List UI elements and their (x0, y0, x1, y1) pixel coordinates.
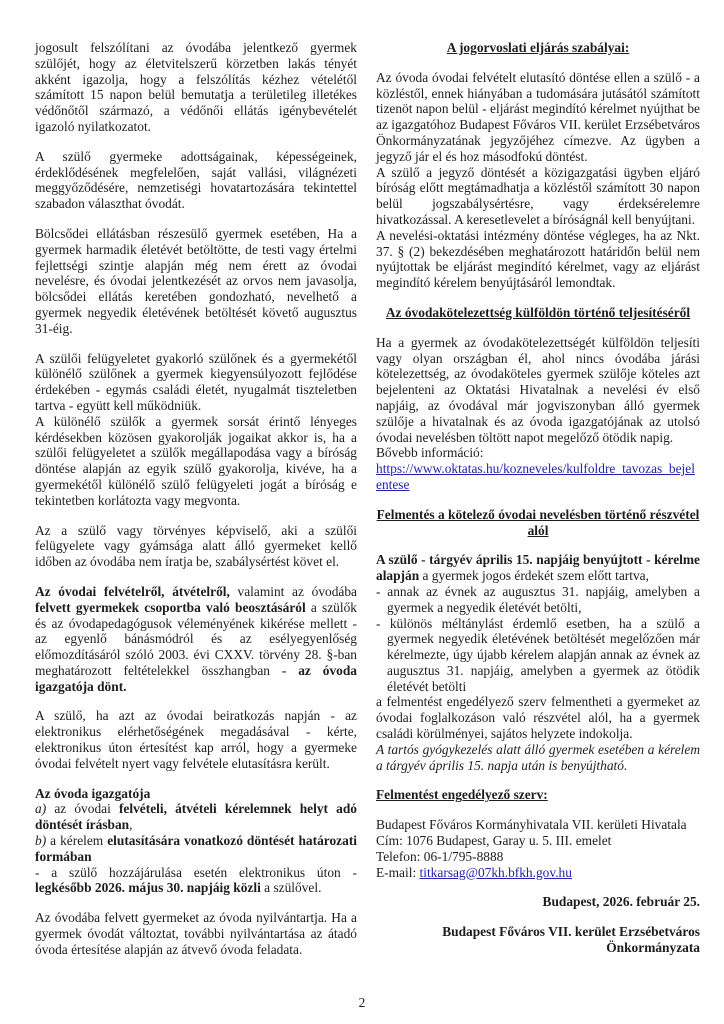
left-column (35, 40, 357, 972)
list-item-a (35, 801, 357, 833)
paragraph-final-decision: A nevelési-oktatási intézmény döntése végleges, ha az Nkt. 37. § (2) bekezdésében meghatározott határidőn belül nem nyújtottak be eljárást megindító kérelmet, vagy az eljárást megindító kérelem benyújtásáról lemondtak. (376, 227, 700, 291)
paragraph-court-challenge: A szülő a jegyző döntését a közigazgatási ügyben eljáró bíróság előtt megtámadhatja a közléstől számított 30 napon belül jogszabálysértésre, vagy érdeksérelemre hivatkozással. A keresetlevelet a bíróságnál kell benyújtani. (376, 164, 700, 227)
email-label: E-mail: (376, 864, 420, 880)
paragraph-residence-proof: jogosult felszólítani az óvodába jelentkező gyermek szülőjét, hogy az életvitelszerű körzetben lakás tényét akként igazolja, hogy a felszólítás kézhez vételétől számított 15 napon belül bemutatja a területileg illetékes védőnőtől származó, a védőnői ellátás igénybevételét igazoló nyilatkozatot. (35, 40, 357, 134)
italic-run: b) (35, 833, 47, 849)
two-column-layout (35, 40, 700, 972)
heading-exemption: Felmentés a kötelező óvodai nevelésben történő részvétel alól (376, 506, 700, 538)
text-run: a szülővel. (260, 880, 322, 896)
paragraph-electronic-notice: A szülő, ha azt az óvodai beiratkozás napján - az elektronikus elérhetőségének megadásával - kérte, elektronikus úton értesítést kap arról, hogy a gyermeke óvodai felvételt nyert vagy felvétele elutasításra került. (35, 708, 357, 771)
paragraph-enrollment-obligation: Az a szülő vagy törvényes képviselő, aki a szülői felügyelete vagy gyámsága alatt álló gyermeket kellő időben az óvodába nem íratja be, szabálysértést követ el. (35, 522, 357, 570)
signature-line-2: Önkormányzata (606, 940, 700, 956)
text-run: a gyermek jogos érdekét szem előtt tartva, (419, 568, 649, 584)
date-line: Budapest, 2026. február 25. (542, 894, 700, 910)
bold-run: legkésőbb 2026. május 30. napjáig közli (35, 880, 261, 896)
exemption-list-item-2: - különös méltánylást érdemlő esetben, ha a szülő a gyermek negyedik életévének betöltését megelőzően már kérelmezte, úgy újabb kérelem alapján annak az évnek az augusztus 31. napjáig, amelyben a gyermek az ötödik életévét betölti (376, 615, 700, 694)
paragraph-admission-decision (35, 584, 357, 695)
italic-run: a) (35, 801, 47, 817)
paragraph-parental-custody: A szülői felügyeletet gyakorló szülőnek és a gyermekétől különélő szülőnek a gyermek kiegyensúlyozott fejlődése érdekében - egymás családi életét, nyugalmát tiszteletben tartva - együtt kell működniük. (35, 350, 357, 413)
authority-email-line (376, 865, 700, 881)
paragraph-exemption-authority: a felmentést engedélyező szerv felmentheti a gyermeket az óvodai foglalkozáson való részvétel alól, ha a gyermek családi körülményei, sajátos helyzete indokolja. (376, 694, 700, 742)
bold-run: felvételi, átvételi kérelemnek helyt adó döntését írásban (35, 801, 357, 833)
bold-run: felvett gyermekek csoportba való beosztásáról (35, 599, 306, 615)
exemption-list-item-1: - annak az évnek az augusztus 31. napjáig, amelyben a gyermek a negyedik életévét betölti, (376, 583, 700, 615)
paragraph-nursery-care: Bölcsődei ellátásban részesülő gyermek esetében, Ha a gyermek harmadik életévét betöltötte, de testi vagy értelmi fejlettségi szintje alapján még nem érett az óvodai nevelésre, és óvodai jelentkezését az orvos nem javasolja, bölcsődei ellátás keretében gondozható, nevelhető a gyermek negyedik életévének betöltését követő augusztus 31-éig. (35, 225, 357, 336)
authority-address: Cím: 1076 Budapest, Garay u. 5. III. emelet (376, 833, 612, 849)
text-run: - a szülő hozzájárulása esetén elektronikus úton - (35, 864, 357, 880)
bold-run: elutasítására vonatkozó döntését határozati formában (35, 833, 357, 864)
oktatas-hu-link[interactable]: https://www.oktatas.hu/kozneveles/kulfoldre_tavozas_bejelentese (376, 461, 695, 492)
text-run: , (129, 817, 133, 833)
email-link[interactable]: titkarsag@07kh.bfkh.gov.hu (419, 864, 572, 880)
list-item-b (35, 833, 357, 865)
authority-name: Budapest Főváros Kormányhivatala VII. kerületi Hivatala (376, 817, 687, 833)
authority-phone: Telefon: 06-1/795-8888 (376, 848, 504, 864)
bold-run: A szülő - tárgyév április 15. napjáig benyújtott - kérelme alapján (376, 552, 700, 584)
paragraph-medical-treatment-note: A tartós gyógykezelés alatt álló gyermek esetében a kérelem a tárgyév április 15. napja után is benyújtható. (376, 741, 700, 773)
bold-run: - az óvoda igazgatója dönt. (35, 662, 357, 694)
link-paragraph (376, 461, 700, 493)
paragraph-registry: Az óvodába felvett gyermeket az óvoda nyilvántartja. Ha a gyermek óvodát változtat, további nyilvántartása az átadó óvoda értesítése alapján az átvevő óvoda feladata. (35, 910, 357, 957)
paragraph-separated-parents: A különélő szülők a gyermek sorsát érintő lényeges kérdésekben közösen gyakorolják jogaikat akkor is, ha a szülői felügyeletet a szülők megállapodása vagy a bíróság döntése alapján az egyik szülő gyakorolja, kivéve, ha a gyermekétől különélő szülő felügyeleti jogát a bíróság e tekintetben korlátozta vagy megvonta. (35, 413, 357, 508)
more-info-label: Bővebb információ: (376, 445, 484, 461)
heading-exemption-authority: Felmentést engedélyező szerv: (376, 787, 548, 803)
page-number: 2 (358, 995, 366, 1010)
text-run: az óvodai (46, 801, 119, 817)
paragraph-exemption-request (376, 552, 700, 584)
subheading-ovoda-igazgatoja: Az óvoda igazgatója (35, 785, 151, 801)
text-run: valamint az óvodába (229, 583, 357, 599)
bold-run: Az óvodai felvételről, átvételről, (35, 583, 230, 599)
heading-abroad-obligation: Az óvodakötelezettség külföldön történő teljesítéséről (385, 304, 691, 320)
paragraph-free-choice: A szülő gyermeke adottságainak, képességeinek, érdeklődésének megfelelően, saját vallási, világnézeti meggyőződésére, nemzetiségi hovatartozására tekintettel szabadon választhat óvodát. (35, 148, 357, 212)
text-run: a kérelem (46, 833, 108, 849)
paragraph-abroad-rules: Ha a gyermek az óvodakötelezettségét külföldön teljesíti vagy olyan országban él, ahol nincs óvodába járási kötelezettség, az óvodaköteles gyermek szülője köteles azt bejelenteni az Oktatási Hivatalnak a nevelési év első napjáig, az óvodával már jogviszonyban álló gyermek szülője a hivatalnak és az óvoda igazgatójának az utolsó óvodai nevelésben töltött napot megelőző ötödik napig. (376, 334, 700, 445)
right-column (376, 40, 700, 972)
paragraph-appeal-process: Az óvoda óvodai felvételt elutasító döntése ellen a szülő - a közléstől, ennek hiányában a tudomására jutásától számított tizenöt napon belül - eljárást megindító kérelmet nyújthat be az igazgatóhoz Budapest Főváros VII. kerület Erzsébetváros Önkormányzatának jegyzőjéhez címezve. Az ügyben a jegyző jár el és hoz másodfokú döntést. (376, 69, 700, 164)
signature-line-1: Budapest Főváros VII. kerület Erzsébetváros (442, 924, 700, 940)
paragraph-deadline-notice (35, 865, 357, 897)
text-run: a szülők és az óvodapedagógusok véleményének kikérése mellett - az egyenlő bánásmódról és az esélyegyenlőség előmozdításáról szóló 2003. évi CXXV. törvény 28. §-ban meghatározott feltételekkel összhangban (35, 599, 357, 678)
heading-legal-remedy: A jogorvoslati eljárás szabályai: (446, 40, 630, 55)
